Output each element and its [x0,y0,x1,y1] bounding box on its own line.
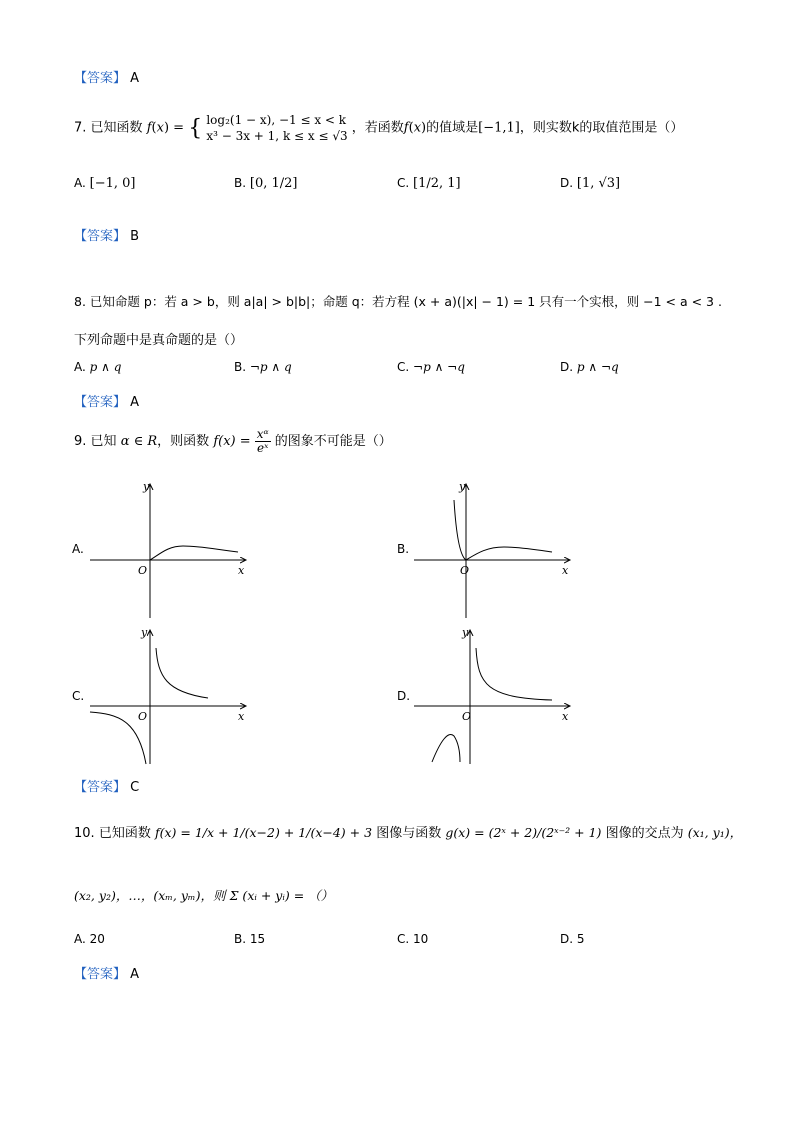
numerator: xᵅ [256,427,269,441]
question-9 [74,428,392,455]
option-value: 5 [576,932,585,946]
q7-option-a[interactable] [74,176,135,191]
question-8 [74,292,722,310]
q7-option-d[interactable] [560,176,620,191]
option-value: 20 [89,932,105,946]
q10-option-d[interactable] [560,932,585,946]
curve-right [156,648,208,698]
q7-option-c[interactable] [397,176,461,191]
option-value: [1, √3] [576,176,621,191]
option-label: D. [560,932,574,946]
curve-right [466,547,552,560]
option-label: B. [234,932,247,946]
origin-label: O [138,710,148,723]
answer-value: A [130,71,140,86]
function-lhs: f(x) = [213,434,251,450]
answer-q7 [74,225,139,244]
answer-label: 【答案】 [74,780,127,795]
answer-q10 [74,963,139,982]
q8-option-b[interactable] [234,360,292,374]
x-axis-label: x [562,564,569,577]
origin-label: O [462,710,472,723]
answer-q9 [74,776,139,795]
function-name: f [146,120,152,136]
q10-option-c[interactable] [397,932,428,946]
option-label: A. [74,932,86,946]
option-value: 10 [413,932,429,946]
q7-option-b[interactable] [234,176,297,191]
curve-left [432,734,460,762]
option-value: [1/2, 1] [413,176,461,191]
q9-option-b-label[interactable]: B. [397,542,410,556]
intersection-point-1: (x₁, y₁)， [687,825,743,840]
function-fraction [255,428,271,455]
answer-label: 【答案】 [74,967,127,982]
option-value: p ∧ q [89,360,122,374]
q9-option-c-label[interactable]: C. [72,689,85,703]
question-number: 9. [74,434,87,450]
question-10 [74,822,742,841]
question-middle: ，则函数 [157,434,210,450]
option-value: [−1, 0] [89,176,136,191]
condition: α ∈ R [120,434,158,450]
x-axis-label: x [238,564,245,577]
option-value: ¬p ∧ q [249,360,292,374]
sum-expression: Σ (xᵢ + yᵢ) = （） [229,888,334,903]
answer-label: 【答案】 [74,229,127,244]
x-axis-label: x [562,710,569,723]
answer-value: B [130,229,140,244]
q9-graph-b[interactable] [412,478,582,620]
denominator: eˣ [257,441,269,456]
range-text: 的值域是 [426,120,479,136]
option-label: C. [397,176,410,190]
option-label: C. [397,932,410,946]
y-axis-label: y [459,480,466,493]
answer-q8 [74,391,139,410]
curve-left [454,500,466,560]
question-prefix: 已知函数 [98,826,151,841]
answer-value: C [130,780,140,795]
question-middle: ，若函数 [351,120,404,136]
question-line-1: 已知命题 p：若 a > b，则 a|a| > b|b|；命题 q：若方程 (x + a)(|x| − 1) = 1 只有一个实根，则 −1 < a < 3 . [89,294,722,309]
q8-option-c[interactable] [397,360,465,374]
q10-option-b[interactable] [234,932,265,946]
option-label: D. [560,176,574,190]
g-expression: g(x) = (2ˣ + 2)/(2ˣ⁻² + 1) [445,825,602,840]
question-middle: 图像与函数 [376,826,442,841]
q9-graph-a[interactable] [88,478,258,620]
option-label: A. [74,360,86,374]
question-number: 7. [74,120,87,136]
option-value: [0, 1/2] [249,176,298,191]
intersection-points: (x₂, y₂)，…，(xₘ, yₘ)，则 [74,888,226,903]
y-axis-label: y [143,480,150,493]
question-number: 10. [74,826,95,841]
option-value: p ∧ ¬q [576,360,619,374]
y-axis-label: y [141,626,148,639]
option-label: B. [234,176,247,190]
option-label: A. [74,176,86,190]
piece-2: x³ − 3x + 1, k ≤ x ≤ √3 [206,129,348,144]
question-7: 7. 已知函数 f(x) = { log₂(1 − x), −1 ≤ x < k x³ − 3x + 1, k ≤ x ≤ √3 ，若函数f(x)的值域是[−1,1]，则实数k的取值范围是（） [74,113,684,144]
origin-label: O [460,564,470,577]
q9-option-a-label[interactable]: A. [72,542,84,556]
curve-right [476,648,552,700]
question-8-line-2: 下列命题中是真命题的是（） [74,333,244,348]
q9-option-d-label[interactable]: D. [397,689,411,703]
question-prefix: 已知 [90,434,117,450]
range-value: [−1,1] [478,120,520,136]
question-suffix: 的图象不可能是（） [274,434,392,450]
q9-graph-d[interactable] [412,624,582,766]
option-label: B. [234,360,247,374]
question-prefix: 已知函数 [90,120,143,136]
q10-option-a[interactable] [74,932,105,946]
option-value: ¬p ∧ ¬q [413,360,465,374]
question-number: 8. [74,294,86,309]
q8-option-a[interactable] [74,360,121,374]
option-label: C. [397,360,410,374]
answer-value: A [130,395,140,410]
piece-1: log₂(1 − x), −1 ≤ x < k [206,113,347,127]
question-10-line-2 [74,886,333,904]
question-suffix: 图像的交点为 [605,826,684,841]
answer-q6 [74,67,139,86]
question-suffix: ，则实数k的取值范围是（） [519,120,684,136]
origin-label: O [138,564,148,577]
answer-value: A [130,967,140,982]
q8-option-d[interactable] [560,360,619,374]
piecewise-definition [206,112,347,144]
option-label: D. [560,360,574,374]
answer-label: 【答案】 [74,71,127,86]
curve [150,546,238,560]
answer-label: 【答案】 [74,395,127,410]
f-expression: f(x) = 1/x + 1/(x−2) + 1/(x−4) + 3 [154,825,373,840]
option-value: 15 [249,932,266,946]
q9-graph-c[interactable] [88,624,258,766]
x-axis-label: x [238,710,245,723]
y-axis-label: y [462,626,469,639]
